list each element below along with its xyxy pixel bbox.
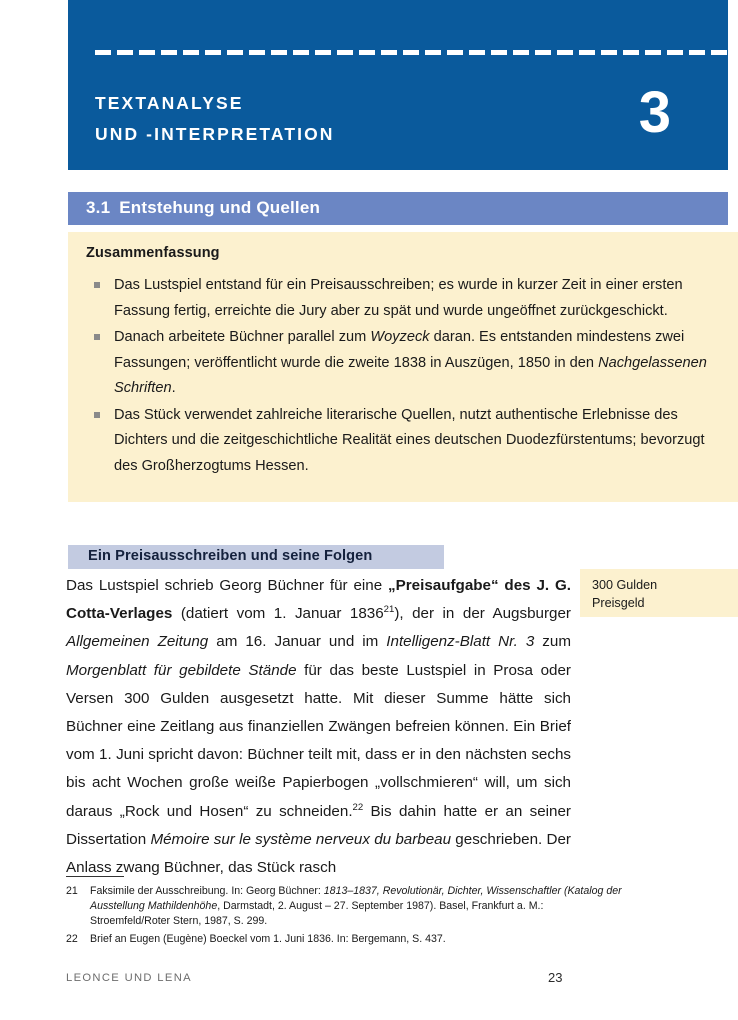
section-heading-text: [86, 198, 320, 218]
footer-page-number: 23: [548, 970, 563, 985]
body-paragraph: Das Lustspiel schrieb Georg Büchner für eine „Preisaufgabe“ des J. G. Cotta-Verlages (datiert vom 1. Januar 1836$^{21}$), der in der Augsburger Allgemeinen Zeitung am 16. Januar und im Intelligenz-Blatt Nr. 3 zum Morgenblatt für gebildete Stände für das beste Lustspiel in Prosa oder Versen 300 Gulden ausgesetzt hatte. Mit dieser Summe hätte sich Büchner eine Zeitlang aus finanziellen Zwängen befreien können. Ein Brief vom 1. Juni spricht davon: Büchner teilt mit, dass er in den nächsten sechs bis acht Wochen große weiße Papierbogen „vollschmieren“ will, um sich daraus „Rock und Hosen“ zu schneiden.$^{22}$ Bis dahin hatte er an seiner Dissertation Mémoire sur le système nerveux du barbeau geschrieben. Der Anlass zwang Büchner, das Stück rasch: [66, 577, 571, 877]
chapter-banner: [68, 0, 728, 170]
summary-bullet-text: Das Stück verwendet zahlreiche literarische Quellen, nutzt authentische Erlebnisse des Dichters und die zeitgeschichtliche Realität eines deutschen Duodezfürstentums; bevorzugt des Großherzogtums Hessen.: [114, 406, 705, 474]
section-number: 3.1: [86, 198, 111, 217]
footnote-text: Faksimile der Ausschreibung. In: Georg Büchner: 1813–1837, Revolutionär, Dichter, Wissenschaftler (Katalog der Ausstellung Mathildenhöhe, Darmstadt, 2. August – 27. September 1987). Basel, Frankfurt a. M.: Stroemfeld/Roter Stern, 1987, S. 299.: [90, 885, 622, 928]
footnote-entry: [66, 932, 626, 947]
chapter-number: 3: [638, 80, 671, 145]
summary-bullet-list: [86, 273, 716, 479]
square-bullet-icon: [94, 334, 100, 340]
summary-bullet-text: Das Lustspiel entstand für ein Preisausschreiben; es wurde in kurzer Zeit in einer ersten Fassung fertig, erreichte die Jury aber zu spät und wurde ungeöffnet zurückgeschickt.: [114, 277, 683, 319]
margin-note-box: [580, 569, 738, 617]
footnote-number: 21: [66, 885, 78, 897]
summary-bullet-item: [86, 325, 716, 402]
subsection-heading-bar: [68, 545, 444, 569]
square-bullet-icon: [94, 282, 100, 288]
footnote-entry: [66, 884, 626, 930]
footnotes-block: [66, 884, 626, 949]
summary-bullet-item: [86, 273, 716, 324]
summary-bullet-text: Danach arbeitete Büchner parallel zum Woyzeck daran. Es entstanden mindestens zwei Fassungen; veröffentlicht wurde die zweite 1838 in Auszügen, 1850 in den Nachgelassenen Schriften.: [114, 329, 707, 396]
subsection-heading-text: Ein Preisausschreiben und seine Folgen: [88, 548, 373, 564]
footnote-text: Brief an Eugen (Eugène) Boeckel vom 1. Juni 1836. In: Bergemann, S. 437.: [90, 932, 446, 945]
summary-heading: Zusammenfassung: [86, 245, 220, 261]
margin-note-line2: Preisgeld: [592, 595, 645, 610]
dashed-rule-decoration: [95, 50, 728, 55]
chapter-title-line1: TEXTANALYSE: [95, 93, 244, 113]
body-text-block: [66, 572, 571, 882]
section-heading-bar: [68, 192, 728, 225]
square-bullet-icon: [94, 412, 100, 418]
footer-book-title: LEONCE UND LENA: [66, 972, 192, 984]
summary-box: [68, 232, 738, 502]
section-title: Entstehung und Quellen: [119, 198, 321, 217]
chapter-title: [95, 88, 335, 150]
margin-note-line1: 300 Gulden: [592, 578, 658, 592]
footnote-separator-rule: [66, 876, 124, 877]
summary-bullet-item: [86, 403, 716, 480]
chapter-title-line2: UND -INTERPRETATION: [95, 124, 335, 144]
footnote-number: 22: [66, 932, 78, 945]
